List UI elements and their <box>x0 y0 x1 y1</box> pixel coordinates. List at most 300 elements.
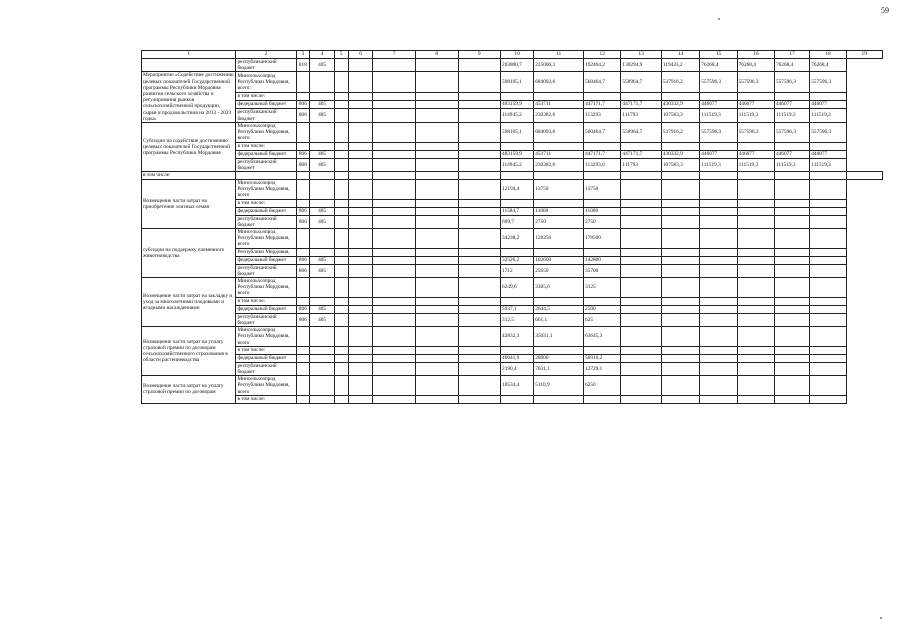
value-cell: 111519,3 <box>775 109 810 123</box>
code-cell <box>296 395 309 403</box>
empty-cell <box>661 172 699 180</box>
value-cell <box>737 297 774 305</box>
value-cell <box>810 346 846 354</box>
source-cell: в том числе: <box>236 142 296 150</box>
empty-cell <box>458 297 501 305</box>
empty-cell <box>348 123 373 143</box>
code-cell: 806 <box>296 207 309 215</box>
value-cell: 560464,7 <box>584 123 621 143</box>
table-row <box>142 264 883 277</box>
code-cell: 806 <box>296 158 309 171</box>
empty-cell <box>415 199 458 207</box>
empty-cell <box>458 100 501 108</box>
source-cell: Минсельхозпрод Республики Мордовия, всего: <box>236 72 296 92</box>
value-cell: 76268,4 <box>810 59 846 72</box>
value-cell: 6250 <box>584 376 621 396</box>
value-cell: 557596,3 <box>810 72 846 92</box>
value-cell: 128250 <box>534 229 584 249</box>
scan-speck <box>718 18 720 20</box>
value-cell: 558964,7 <box>621 72 661 92</box>
empty-cell <box>335 354 348 362</box>
value-cell: 11000 <box>534 207 584 215</box>
value-cell: 557596,3 <box>737 72 774 92</box>
value-cell: 483159,9 <box>501 150 534 158</box>
value-cell <box>501 395 534 403</box>
source-cell: Минсельхозпрод Республики Мордовия, всего <box>236 180 296 200</box>
value-cell <box>661 297 699 305</box>
value-cell: 684093,6 <box>534 72 584 92</box>
value-cell <box>775 313 810 326</box>
empty-cell <box>373 229 416 249</box>
table-row <box>142 72 883 92</box>
code-cell <box>296 199 309 207</box>
empty-cell <box>348 180 373 200</box>
value-cell <box>621 142 661 150</box>
empty-cell <box>415 248 458 256</box>
empty-cell <box>373 278 416 298</box>
value-cell <box>534 346 584 354</box>
source-cell: Минсельхозпрод Республики Мордовия, всего <box>236 376 296 396</box>
column-number-header: 15 <box>700 51 737 59</box>
code-cell: 806 <box>296 313 309 326</box>
value-cell <box>737 229 774 249</box>
value-cell: 446077 <box>775 100 810 108</box>
table-row <box>142 248 883 256</box>
value-cell: 557596,3 <box>700 72 737 92</box>
empty-cell <box>373 395 416 403</box>
code-cell <box>310 248 335 256</box>
empty-cell <box>348 376 373 396</box>
value-cell: 2750 <box>584 215 621 228</box>
table-row <box>142 395 883 403</box>
value-cell <box>661 395 699 403</box>
value-cell: 557596,3 <box>775 123 810 143</box>
empty-cell <box>335 278 348 298</box>
empty-cell <box>310 172 335 180</box>
value-cell <box>775 229 810 249</box>
value-cell <box>621 305 661 313</box>
value-cell <box>534 248 584 256</box>
value-cell <box>737 376 774 396</box>
value-cell <box>661 354 699 362</box>
source-cell: республиканский бюджет <box>236 313 296 326</box>
empty-cell <box>335 158 348 171</box>
value-cell: 684093,6 <box>534 123 584 143</box>
empty-cell <box>458 180 501 200</box>
table-row <box>142 142 883 150</box>
value-cell <box>810 354 846 362</box>
value-cell: 446077 <box>700 100 737 108</box>
code-cell <box>310 199 335 207</box>
code-cell <box>310 180 335 200</box>
code-cell: 806 <box>296 150 309 158</box>
value-cell: 446077 <box>775 150 810 158</box>
empty-cell <box>335 229 348 249</box>
column-number-header: 3 <box>296 51 309 59</box>
value-cell <box>737 256 774 264</box>
column-number-header: 5 <box>335 51 348 59</box>
empty-cell <box>737 172 774 180</box>
value-cell <box>810 264 846 277</box>
value-cell <box>737 248 774 256</box>
empty-cell <box>415 142 458 150</box>
empty-cell <box>335 123 348 143</box>
empty-cell <box>373 327 416 347</box>
empty-cell <box>458 59 501 72</box>
code-cell <box>296 72 309 92</box>
column-number-header: 13 <box>621 51 661 59</box>
source-cell: Минсельхозпрод Республики Мордовия, всего: <box>236 123 296 143</box>
value-cell <box>700 354 737 362</box>
value-cell <box>810 278 846 298</box>
value-cell <box>775 297 810 305</box>
column-number-header: 18 <box>810 51 846 59</box>
empty-cell <box>534 172 584 180</box>
value-cell <box>584 248 621 256</box>
value-cell <box>621 92 661 100</box>
value-cell: 63645,3 <box>584 327 621 347</box>
value-cell <box>621 362 661 375</box>
empty-cell <box>415 313 458 326</box>
empty-cell <box>810 172 846 180</box>
empty-cell <box>415 59 458 72</box>
value-cell: 113293 <box>584 109 621 123</box>
value-cell: 446077 <box>810 100 846 108</box>
value-cell: 598105,1 <box>501 72 534 92</box>
empty-cell <box>415 172 458 180</box>
value-cell <box>621 354 661 362</box>
value-cell: 12194,4 <box>501 180 534 200</box>
code-cell: 405 <box>310 109 335 123</box>
value-cell: 178500 <box>584 229 621 249</box>
column-number-header: 19 <box>846 51 882 59</box>
source-cell: Минсельхозпрод Республики Мордовия, всего <box>236 327 296 347</box>
empty-cell <box>348 72 373 92</box>
value-cell: 12729,1 <box>584 362 621 375</box>
code-cell <box>310 297 335 305</box>
empty-cell <box>415 395 458 403</box>
empty-cell <box>335 150 348 158</box>
value-cell <box>700 142 737 150</box>
empty-cell <box>348 142 373 150</box>
empty-cell <box>415 215 458 228</box>
empty-cell <box>348 215 373 228</box>
empty-cell <box>348 354 373 362</box>
value-cell: 11584,7 <box>501 207 534 215</box>
code-cell <box>310 278 335 298</box>
empty-cell <box>415 207 458 215</box>
empty-cell <box>458 150 501 158</box>
value-cell <box>775 248 810 256</box>
value-cell <box>775 256 810 264</box>
value-cell <box>661 256 699 264</box>
empty-cell <box>335 100 348 108</box>
value-cell: 557596,3 <box>737 123 774 143</box>
code-cell <box>310 354 335 362</box>
value-cell <box>737 395 774 403</box>
table-row <box>142 305 883 313</box>
empty-cell <box>415 264 458 277</box>
value-cell: 113293,0 <box>584 158 621 171</box>
value-cell <box>621 264 661 277</box>
code-cell <box>310 327 335 347</box>
value-cell: 76268,4 <box>737 59 774 72</box>
scan-speck <box>880 617 882 619</box>
value-cell <box>737 327 774 347</box>
empty-cell <box>700 172 737 180</box>
program-cell: Возмещение части затрат на уплату страховой премии по договорам сельскохозяйственного страхования в области растениеводства <box>142 327 236 376</box>
source-cell: Республики Мордовия, <box>236 248 296 256</box>
source-cell: в том числе: <box>236 92 296 100</box>
value-cell <box>621 248 661 256</box>
code-cell: 405 <box>310 256 335 264</box>
value-cell <box>534 297 584 305</box>
empty-cell <box>335 199 348 207</box>
empty-cell <box>458 172 501 180</box>
value-cell: 50916,2 <box>584 354 621 362</box>
value-cell <box>584 199 621 207</box>
program-cell: субсидии на поддержку племенного животноводства <box>142 229 236 278</box>
empty-cell <box>415 376 458 396</box>
code-cell <box>296 123 309 143</box>
value-cell: 35700 <box>584 264 621 277</box>
empty-cell <box>373 215 416 228</box>
value-cell <box>621 313 661 326</box>
table-row <box>142 229 883 249</box>
value-cell: 102600 <box>534 256 584 264</box>
empty-cell <box>458 158 501 171</box>
empty-cell <box>458 278 501 298</box>
value-cell: 537916,2 <box>661 72 699 92</box>
value-cell <box>737 92 774 100</box>
empty-cell <box>348 100 373 108</box>
value-cell <box>661 229 699 249</box>
empty-cell <box>415 100 458 108</box>
empty-cell <box>373 180 416 200</box>
value-cell <box>775 395 810 403</box>
value-cell: 107583,3 <box>661 109 699 123</box>
value-cell <box>661 264 699 277</box>
empty-cell <box>415 362 458 375</box>
value-cell <box>737 180 774 200</box>
column-number-header: 16 <box>737 51 774 59</box>
empty-cell <box>415 150 458 158</box>
empty-cell <box>335 59 348 72</box>
header-row <box>142 51 883 59</box>
value-cell: 32526,2 <box>501 256 534 264</box>
empty-cell <box>335 207 348 215</box>
table-row <box>142 180 883 200</box>
value-cell: 76268,4 <box>775 59 810 72</box>
empty-cell <box>458 305 501 313</box>
empty-cell <box>373 248 416 256</box>
empty-cell <box>335 305 348 313</box>
value-cell: 537916,2 <box>661 123 699 143</box>
empty-cell <box>846 172 882 180</box>
value-cell: 1712 <box>501 264 534 277</box>
value-cell: 2750 <box>534 215 584 228</box>
value-cell <box>737 207 774 215</box>
value-cell <box>737 305 774 313</box>
empty-cell <box>458 376 501 396</box>
value-cell: 430332,9 <box>661 150 699 158</box>
empty-cell <box>458 215 501 228</box>
value-cell <box>700 297 737 305</box>
source-cell: федеральный бюджет <box>236 354 296 362</box>
value-cell: 446077 <box>810 150 846 158</box>
code-cell: 806 <box>296 109 309 123</box>
value-cell <box>621 199 661 207</box>
value-cell <box>737 264 774 277</box>
table-row <box>142 207 883 215</box>
value-cell <box>661 92 699 100</box>
value-cell <box>810 313 846 326</box>
value-cell <box>501 346 534 354</box>
code-cell: 806 <box>296 215 309 228</box>
value-cell <box>621 327 661 347</box>
empty-cell <box>373 354 416 362</box>
empty-cell <box>236 172 296 180</box>
value-cell: 446077 <box>700 150 737 158</box>
value-cell <box>737 278 774 298</box>
program-cell: Мероприятие «Содействие достижению целевых показателей Государственной программы Республики Мордовия развития сельского хозяйства и регулирования рынков сельскохозяйственной продукции, сырья и продовольствия на 2013 - 2023 годы» <box>142 72 236 123</box>
value-cell <box>621 346 661 354</box>
empty-cell <box>373 199 416 207</box>
code-cell <box>296 297 309 305</box>
value-cell <box>810 327 846 347</box>
code-cell: 405 <box>310 264 335 277</box>
code-cell: 405 <box>310 215 335 228</box>
code-cell <box>310 92 335 100</box>
empty-cell <box>373 305 416 313</box>
value-cell: 111519,3 <box>810 109 846 123</box>
table-row <box>142 362 883 375</box>
value-cell <box>661 248 699 256</box>
value-cell <box>700 199 737 207</box>
value-cell <box>737 313 774 326</box>
value-cell <box>810 229 846 249</box>
value-cell <box>775 362 810 375</box>
source-cell: в том числе: <box>236 395 296 403</box>
value-cell: 76268,4 <box>700 59 737 72</box>
code-cell <box>310 376 335 396</box>
code-cell <box>296 229 309 249</box>
table-body <box>142 51 883 404</box>
value-cell <box>775 376 810 396</box>
empty-cell <box>415 354 458 362</box>
value-cell <box>621 256 661 264</box>
value-cell <box>737 215 774 228</box>
table-row <box>142 256 883 264</box>
program-cell: Возмещение части затрат на уплату страховой премии по договорам <box>142 376 236 404</box>
table-row <box>142 150 883 158</box>
empty-cell <box>335 376 348 396</box>
program-cell: Субсидии на содействие достижению целевых показателей Государственной программы Республики Мордовия <box>142 123 236 172</box>
value-cell <box>661 305 699 313</box>
code-cell <box>310 346 335 354</box>
empty-cell <box>373 207 416 215</box>
code-cell <box>310 72 335 92</box>
empty-cell <box>373 362 416 375</box>
source-cell: федеральный бюджет <box>236 256 296 264</box>
value-cell: 312,5 <box>501 313 534 326</box>
value-cell <box>661 207 699 215</box>
empty-cell <box>335 264 348 277</box>
value-cell: 453711 <box>534 100 584 108</box>
page-number: 59 <box>881 6 889 15</box>
value-cell <box>534 199 584 207</box>
value-cell: 558964,7 <box>621 123 661 143</box>
value-cell <box>810 362 846 375</box>
value-cell: 2644,5 <box>534 305 584 313</box>
empty-cell <box>415 297 458 305</box>
value-cell: 130294,9 <box>621 59 661 72</box>
empty-cell <box>373 158 416 171</box>
value-cell <box>501 297 534 305</box>
source-cell: республиканский бюджет <box>236 158 296 171</box>
value-cell <box>737 354 774 362</box>
value-cell <box>501 248 534 256</box>
value-cell <box>534 142 584 150</box>
empty-cell <box>373 92 416 100</box>
empty-cell <box>348 278 373 298</box>
table-row <box>142 313 883 326</box>
code-cell <box>296 92 309 100</box>
source-cell: республиканский бюджет <box>236 264 296 277</box>
program-cell <box>142 59 236 72</box>
value-cell: 446077 <box>737 100 774 108</box>
empty-cell <box>348 158 373 171</box>
value-cell <box>621 180 661 200</box>
empty-cell <box>458 248 501 256</box>
empty-cell <box>335 92 348 100</box>
code-cell <box>296 180 309 200</box>
value-cell: 447171,7 <box>621 150 661 158</box>
value-cell <box>810 215 846 228</box>
empty-cell <box>335 297 348 305</box>
value-cell: 111519,3 <box>737 158 774 171</box>
code-cell <box>296 354 309 362</box>
value-cell <box>775 142 810 150</box>
source-cell: федеральный бюджет <box>236 305 296 313</box>
code-cell <box>296 362 309 375</box>
empty-cell <box>348 172 373 180</box>
empty-cell <box>348 59 373 72</box>
value-cell <box>584 395 621 403</box>
empty-cell <box>335 215 348 228</box>
value-cell <box>810 297 846 305</box>
empty-cell <box>348 305 373 313</box>
empty-cell <box>775 172 810 180</box>
empty-cell <box>348 346 373 354</box>
code-cell <box>296 327 309 347</box>
table-row <box>142 158 883 171</box>
empty-cell <box>458 354 501 362</box>
source-cell: республиканский бюджет <box>236 215 296 228</box>
code-cell <box>310 362 335 375</box>
value-cell <box>621 395 661 403</box>
empty-cell <box>335 346 348 354</box>
value-cell <box>810 142 846 150</box>
value-cell <box>621 278 661 298</box>
empty-cell <box>348 264 373 277</box>
code-cell: 405 <box>310 100 335 108</box>
table-row <box>142 199 883 207</box>
table-row <box>142 354 883 362</box>
value-cell: 7031,1 <box>534 362 584 375</box>
value-cell: 2500 <box>584 305 621 313</box>
code-cell: 806 <box>296 305 309 313</box>
